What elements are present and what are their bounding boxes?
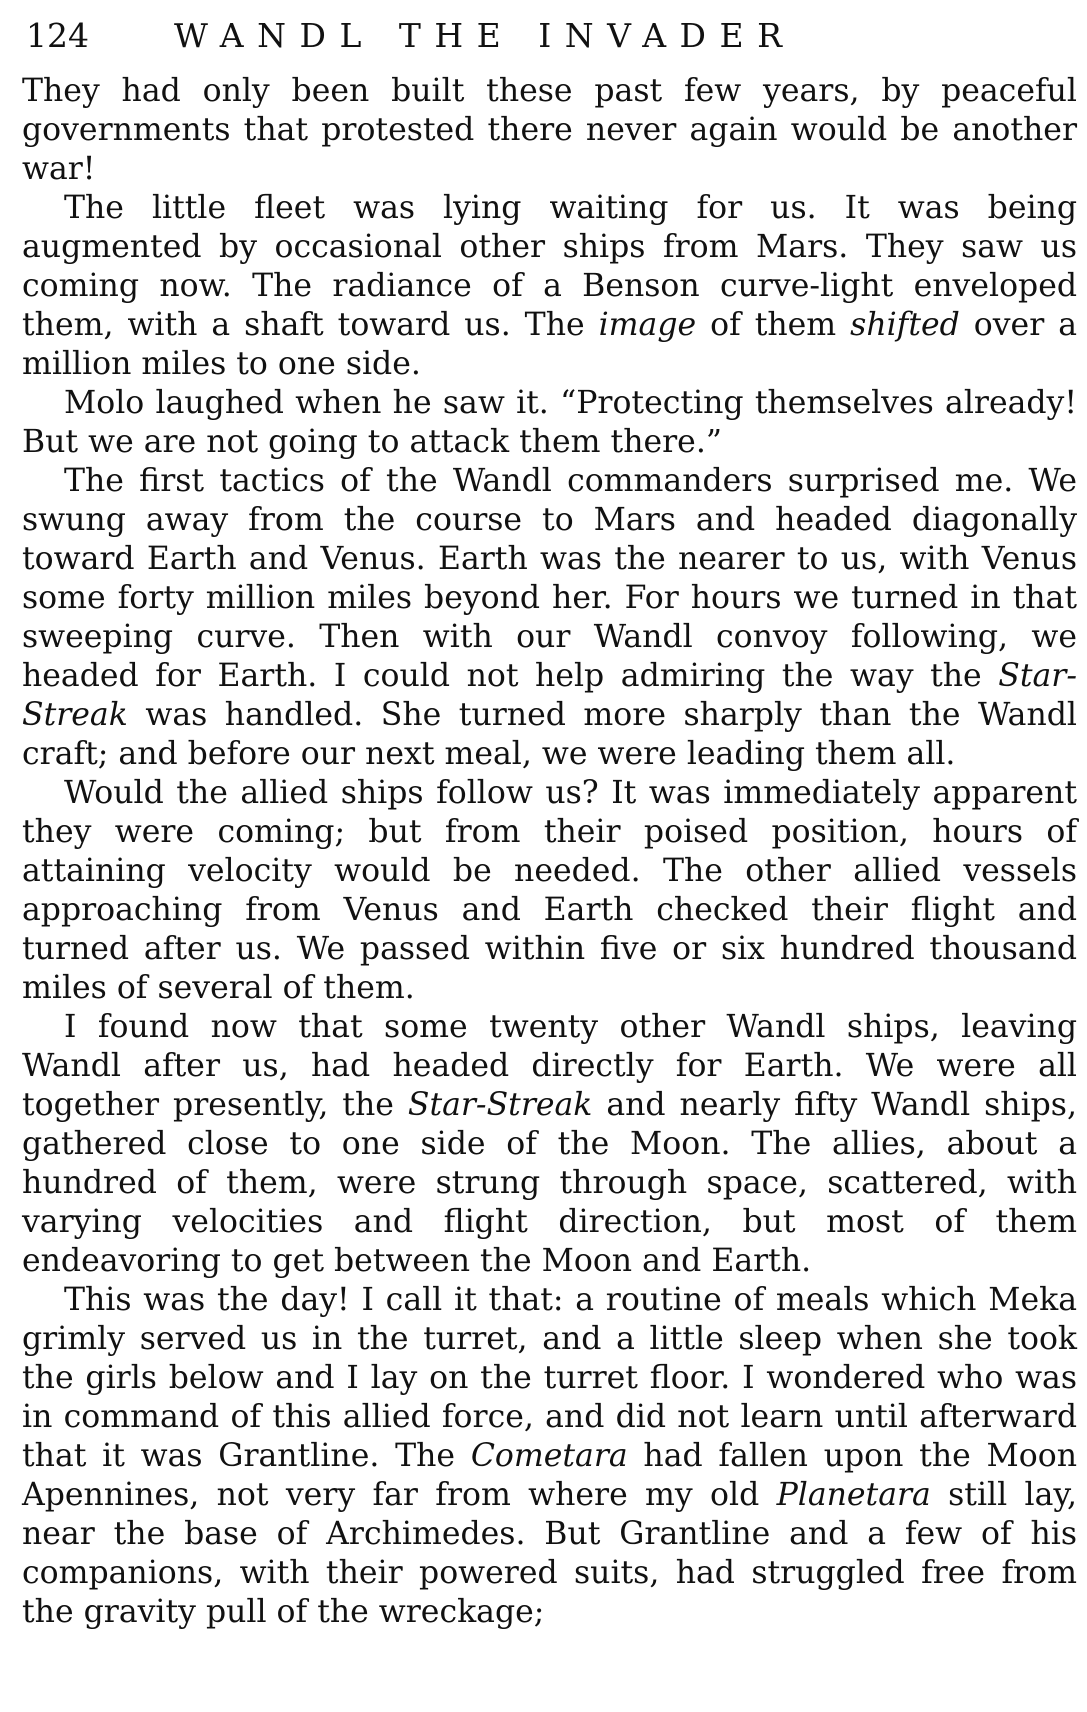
text-run: The first tactics of the Wandl commanders surprised me. We swung away from the course to Mars and headed diagonally toward Earth and Venus. Earth was the nearer to us, with Venus some forty million miles beyond her. For hours we turned in that sweeping curve. Then with our Wandl convoy following, we headed for Earth. I could not help admiring the way the bbox=[22, 463, 1077, 694]
italic-text-run: Star-Streak bbox=[22, 658, 1077, 733]
text-run: The little fleet was lying waiting for us. It was being augmented by occasional other ships from Mars. They saw us coming now. The radiance of a Benson curve-light enveloped them, with a shaft toward us. The bbox=[22, 190, 1077, 343]
paragraph-4 bbox=[22, 462, 1077, 774]
italic-text-run: shifted bbox=[850, 307, 960, 343]
text-run: had fallen upon the Moon Apennines, not very far from where my old bbox=[22, 1438, 1077, 1513]
paragraph-3 bbox=[22, 384, 1077, 462]
text-run: I found now that some twenty other Wandl ships, leaving Wandl after us, had headed directly for Earth. We were all together presently, the bbox=[22, 1009, 1077, 1123]
paragraph-1 bbox=[22, 72, 1077, 189]
text-run: still lay, near the base of Archimedes. But Grantline and a few of his companions, with their powered suits, had struggled free from the gravity pull of the wreckage; bbox=[22, 1477, 1077, 1630]
text-run: and nearly fifty Wandl ships, gathered close to one side of the Moon. The allies, about a hundred of them, were strung through space, scattered, with varying velocities and flight direction, but most of them endeavoring to get between the Moon and Earth. bbox=[22, 1087, 1077, 1279]
text-run: Would the allied ships follow us? It was immediately apparent they were coming; but from their poised position, hours of attaining velocity would be needed. The other allied vessels approaching from Venus and Earth checked their flight and turned after us. We passed within five or six hundred thousand miles of several of them. bbox=[22, 775, 1077, 1006]
italic-text-run: Star-Streak bbox=[407, 1087, 593, 1123]
paragraph-6 bbox=[22, 1008, 1077, 1281]
running-head bbox=[22, 10, 1077, 62]
text-run: over a million miles to one side. bbox=[22, 307, 1078, 382]
italic-text-run: Cometara bbox=[470, 1438, 628, 1474]
paragraph-5 bbox=[22, 774, 1077, 1008]
italic-text-run: Planetara bbox=[776, 1477, 931, 1513]
paragraph-7 bbox=[22, 1281, 1077, 1632]
paragraph-2 bbox=[22, 189, 1077, 384]
text-run: They had only been built these past few years, by peaceful governments that protested there never again would be another war! bbox=[22, 73, 1077, 187]
text-run: was handled. She turned more sharply than the Wandl craft; and before our next meal, we were leading them all. bbox=[22, 697, 1077, 772]
page-number: 124 bbox=[26, 16, 89, 55]
text-run: of them bbox=[696, 307, 851, 343]
body-text bbox=[22, 72, 1077, 1632]
book-page bbox=[22, 10, 1077, 1632]
text-run: Molo laughed when he saw it. “Protecting themselves already! But we are not going to attack them there.” bbox=[22, 385, 1077, 460]
text-run: This was the day! I call it that: a routine of meals which Meka grimly served us in the turret, and a little sleep when she took the girls below and I lay on the turret floor. I wondered who was in command of this allied force, and did not learn until afterward that it was Grantline. The bbox=[22, 1282, 1077, 1474]
running-title: WANDL THE INVADER bbox=[174, 16, 796, 55]
italic-text-run: image bbox=[598, 307, 697, 343]
